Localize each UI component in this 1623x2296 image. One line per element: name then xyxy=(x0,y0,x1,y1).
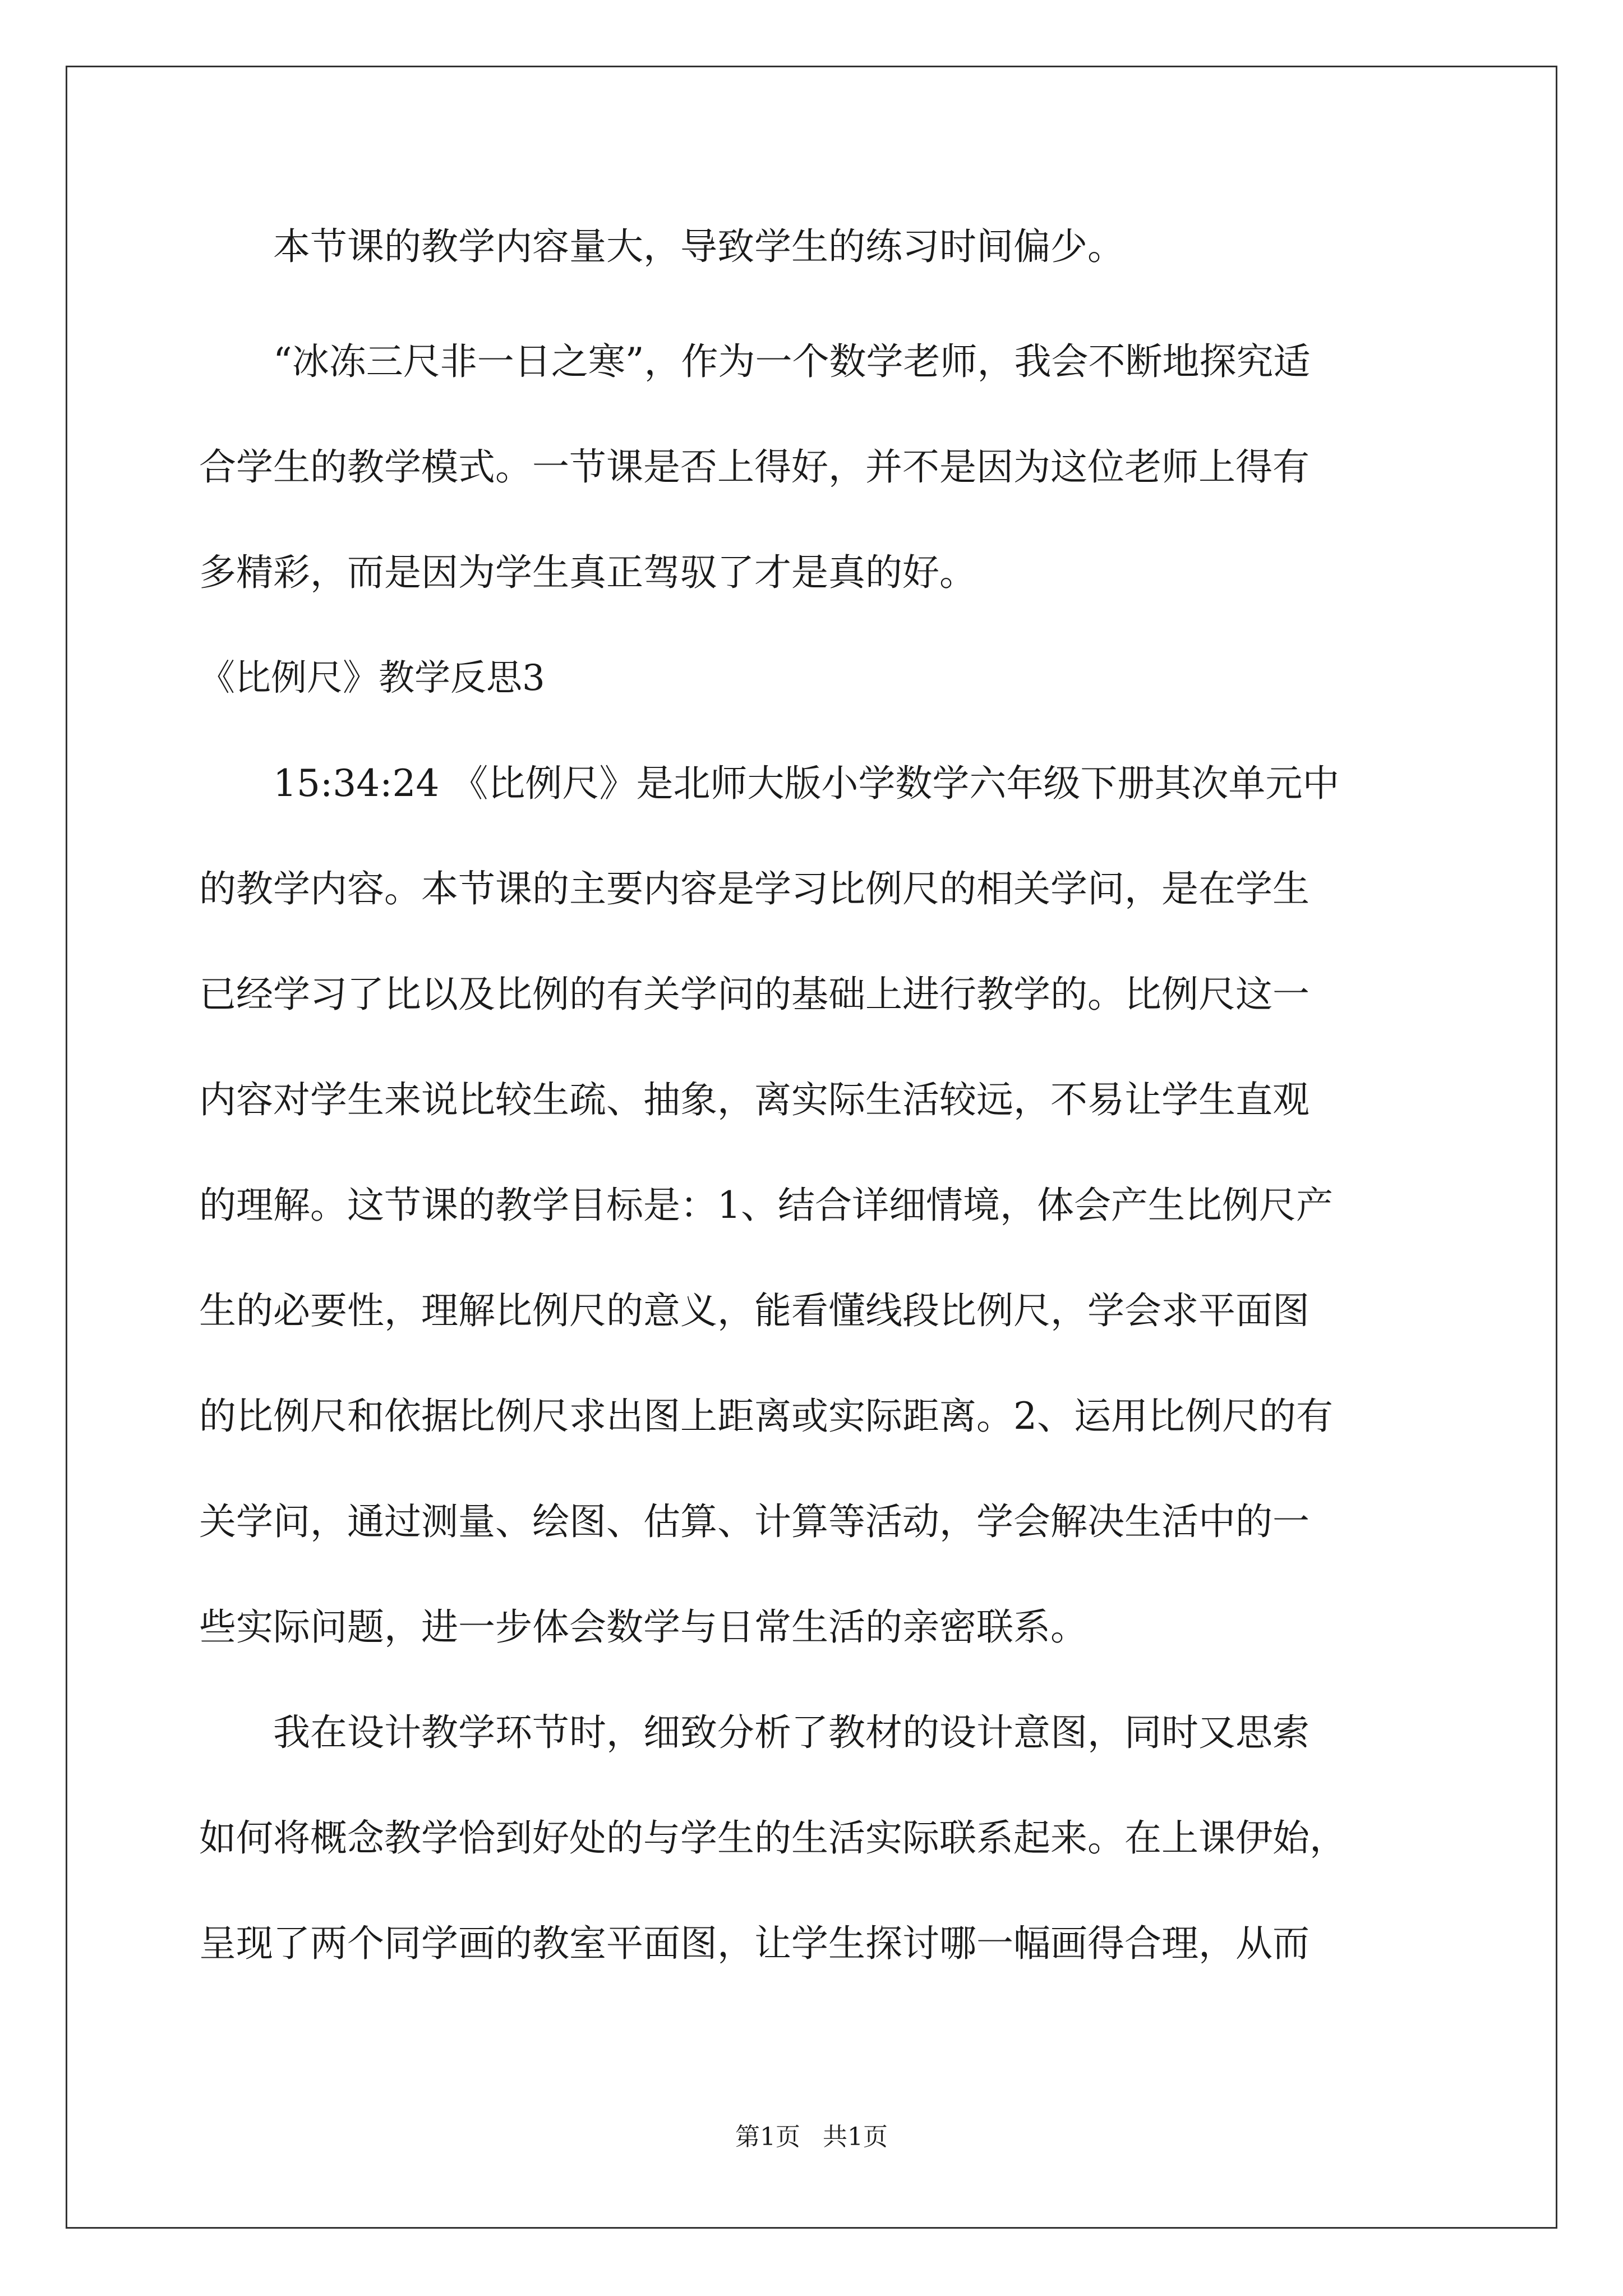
page-total: 共1页 xyxy=(823,2123,888,2151)
paragraph-line: 关学问，通过测量、绘图、估算、计算等活动，学会解决生活中的一 xyxy=(199,1500,1310,1543)
section-heading: 《比例尺》教学反思3 xyxy=(199,657,545,699)
paragraph-line: 的理解。这节课的教学目标是：1、结合详细情境，体会产生比例尺产 xyxy=(199,1184,1333,1227)
paragraph-line: 15:34:24 《比例尺》是北师大版小学数学六年级下册其次单元中 xyxy=(273,762,1340,805)
page-footer xyxy=(0,2120,1623,2154)
paragraph-line: 生的必要性，理解比例尺的意义，能看懂线段比例尺，学会求平面图 xyxy=(199,1289,1310,1332)
paragraph-line: 的教学内容。本节课的主要内容是学习比例尺的相关学问，是在学生 xyxy=(199,867,1310,910)
paragraph-line: 些实际问题，进一步体会数学与日常生活的亲密联系。 xyxy=(199,1605,1087,1649)
paragraph-line: 已经学习了比以及比例的有关学问的基础上进行教学的。比例尺这一 xyxy=(199,973,1310,1016)
paragraph-line: 的比例尺和依据比例尺求出图上距离或实际距离。2、运用比例尺的有 xyxy=(199,1395,1333,1438)
paragraph-line: 本节课的教学内容量大，导致学生的练习时间偏少。 xyxy=(273,225,1124,268)
page-border xyxy=(66,66,1557,2229)
paragraph-line: “冰冻三尺非一日之寒”，作为一个数学老师，我会不断地探究适 xyxy=(273,340,1311,383)
paragraph-line: 内容对学生来说比较生疏、抽象，离实际生活较远，不易让学生直观 xyxy=(199,1078,1310,1121)
paragraph-line: 如何将概念教学恰到好处的与学生的生活实际联系起来。在上课伊始， xyxy=(199,1816,1347,1860)
page-number: 第1页 xyxy=(735,2123,800,2151)
paragraph-line: 多精彩，而是因为学生真正驾驭了才是真的好。 xyxy=(199,551,976,594)
paragraph-line: 合学生的教学模式。一节课是否上得好，并不是因为这位老师上得有 xyxy=(199,445,1310,489)
paragraph-line: 呈现了两个同学画的教室平面图，让学生探讨哪一幅画得合理，从而 xyxy=(199,1922,1310,1965)
paragraph-line: 我在设计教学环节时，细致分析了教材的设计意图，同时又思索 xyxy=(273,1711,1310,1754)
